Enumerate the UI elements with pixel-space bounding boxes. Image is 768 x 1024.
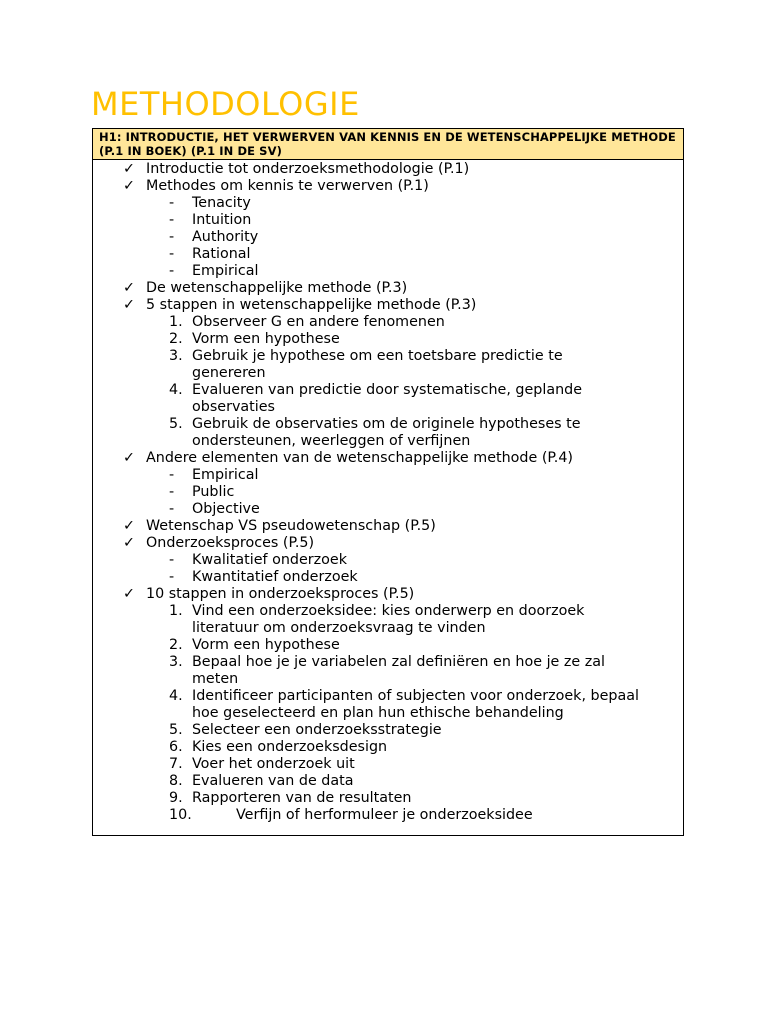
page-title: METHODOLOGIE [91, 85, 360, 123]
list-item: ✓ Wetenschap VS pseudowetenschap (P.5) [123, 518, 436, 534]
list-item: - Rational [169, 246, 251, 262]
dash-bullet: - [169, 263, 175, 279]
list-item: 9. Rapporteren van de resultaten [169, 790, 412, 806]
item-number: 6. [169, 739, 183, 755]
section-header: H1: INTRODUCTIE, HET VERWERVEN VAN KENNIS EN DE WETENSCHAPPELIJKE METHODE (P.1 IN BOEK) (P.1 IN DE SV) [93, 129, 683, 160]
outline-list [93, 161, 683, 824]
dash-bullet: - [169, 552, 175, 568]
list-item: 1. Observeer G en andere fenomenen [169, 314, 445, 330]
item-number: 5. [169, 722, 183, 738]
item-number: 1. [169, 603, 183, 619]
checkmark-icon: ✓ [123, 178, 135, 194]
item-number: 8. [169, 773, 183, 789]
dash-bullet: - [169, 246, 175, 262]
list-item: - Intuition [169, 212, 252, 228]
dash-bullet: - [169, 229, 175, 245]
list-item: - Kwalitatief onderzoek [169, 552, 347, 568]
dash-bullet: - [169, 195, 175, 211]
list-item: - Public [169, 484, 235, 500]
item-number: 2. [169, 637, 183, 653]
list-item: ✓ De wetenschappelijke methode (P.3) [123, 280, 408, 296]
item-number: 2. [169, 331, 183, 347]
list-item-continuation: genereren [192, 365, 266, 381]
dash-bullet: - [169, 212, 175, 228]
list-item: 3. Gebruik je hypothese om een toetsbare predictie te [169, 348, 563, 364]
list-item-continuation: literatuur om onderzoeksvraag te vinden [192, 620, 486, 636]
list-item-continuation: ondersteunen, weerleggen of verfijnen [192, 433, 471, 449]
item-number: 9. [169, 790, 183, 806]
item-number: 4. [169, 688, 183, 704]
item-number: 10. [169, 807, 192, 823]
list-item: ✓ 10 stappen in onderzoeksproces (P.5) [123, 586, 415, 602]
item-number: 3. [169, 654, 183, 670]
checkmark-icon: ✓ [123, 161, 135, 177]
list-item-continuation: hoe geselecteerd en plan hun ethische behandeling [192, 705, 564, 721]
list-item: 8. Evalueren van de data [169, 773, 354, 789]
item-number: 1. [169, 314, 183, 330]
checkmark-icon: ✓ [123, 518, 135, 534]
item-number: 7. [169, 756, 183, 772]
list-item: 10. Verfijn of herformuleer je onderzoeksidee [169, 807, 533, 823]
list-item: - Empirical [169, 263, 259, 279]
checkmark-icon: ✓ [123, 535, 135, 551]
list-item: ✓ 5 stappen in wetenschappelijke methode (P.3) [123, 297, 477, 313]
item-number: 4. [169, 382, 183, 398]
list-item: 3. Bepaal hoe je je variabelen zal definiëren en hoe je ze zal [169, 654, 605, 670]
list-item: 2. Vorm een hypothese [169, 331, 340, 347]
list-item: 1. Vind een onderzoeksidee: kies onderwerp en doorzoek [169, 603, 585, 619]
item-number: 5. [169, 416, 183, 432]
list-item-continuation: meten [192, 671, 239, 687]
list-item: - Tenacity [169, 195, 251, 211]
list-item: 4. Evalueren van predictie door systematische, geplande [169, 382, 583, 398]
checkmark-icon: ✓ [123, 297, 135, 313]
checkmark-icon: ✓ [123, 586, 135, 602]
list-item: 5. Gebruik de observaties om de originele hypotheses te [169, 416, 581, 432]
list-item: - Empirical [169, 467, 259, 483]
dash-bullet: - [169, 569, 175, 585]
checkmark-icon: ✓ [123, 450, 135, 466]
list-item: - Kwantitatief onderzoek [169, 569, 358, 585]
list-item: 4. Identificeer participanten of subjecten voor onderzoek, bepaal [169, 688, 639, 704]
list-item: ✓ Onderzoeksproces (P.5) [123, 535, 315, 551]
list-item: 5. Selecteer een onderzoeksstrategie [169, 722, 442, 738]
list-item-continuation: observaties [192, 399, 275, 415]
item-number: 3. [169, 348, 183, 364]
dash-bullet: - [169, 501, 175, 517]
list-item: ✓ Andere elementen van de wetenschappelijke methode (P.4) [123, 450, 574, 466]
list-item: - Objective [169, 501, 260, 517]
list-item: ✓ Methodes om kennis te verwerven (P.1) [123, 178, 429, 194]
list-item: 2. Vorm een hypothese [169, 637, 340, 653]
list-item: 7. Voer het onderzoek uit [169, 756, 355, 772]
checkmark-icon: ✓ [123, 280, 135, 296]
list-item: 6. Kies een onderzoeksdesign [169, 739, 388, 755]
dash-bullet: - [169, 467, 175, 483]
list-item: ✓ Introductie tot onderzoeksmethodologie (P.1) [123, 161, 470, 177]
dash-bullet: - [169, 484, 175, 500]
outline-box [92, 128, 684, 836]
list-item: - Authority [169, 229, 259, 245]
